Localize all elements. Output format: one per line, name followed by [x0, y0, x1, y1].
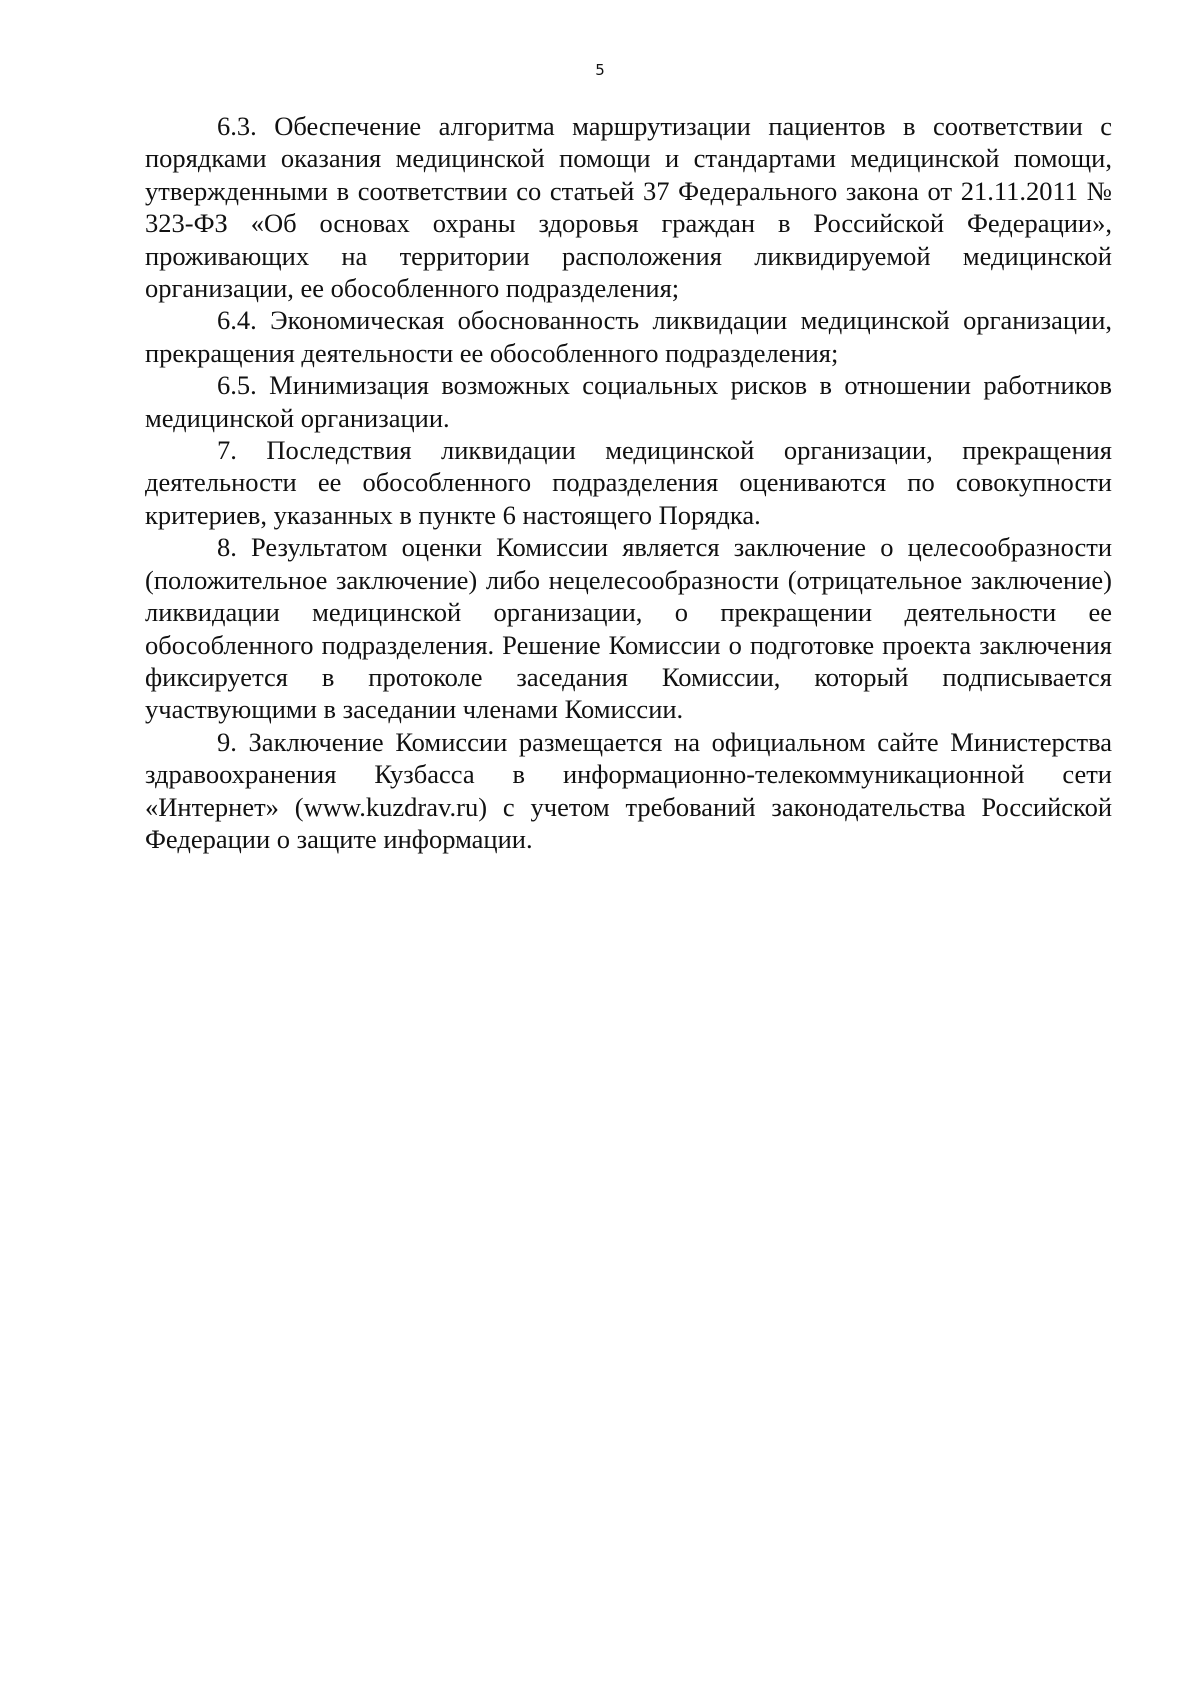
page-number: 5 [595, 61, 605, 79]
document-body [145, 110, 1112, 855]
paragraph-9: 9. Заключение Комиссии размещается на официальном сайте Министерства здравоохранения Кузбасса в информационно-телекоммуникационной сети «Интернет» (www.kuzdrav.ru) с учетом требований законодательства Российской Федерации о защите информации. [145, 726, 1112, 854]
paragraph-6-3: 6.3. Обеспечение алгоритма маршрутизации пациентов в соответствии с порядками оказания медицинской помощи и стандартами медицинской помощи, утвержденными в соответствии со статьей 37 Федерального закона от 21.11.2011 № 323-ФЗ «Об основах охраны здоровья граждан в Российской Федерации», проживающих на территории расположения ликвидируемой медицинской организации, ее обособленного подразделения; [145, 111, 1112, 304]
paragraph-6-4: 6.4. Экономическая обоснованность ликвидации медицинской организации, прекращения деятельности ее обособленного подразделения; [145, 305, 1112, 368]
paragraph-8: 8. Результатом оценки Комиссии является заключение о целесообразности (положительное заключение) либо нецелесообразности (отрицательное заключение) ликвидации медицинской организации, о прекращении деятельности ее обособленного подразделения. Решение Комиссии о подготовке проекта заключения фиксируется в протоколе заседания Комиссии, который подписывается участвующими в заседании членами Комиссии. [145, 532, 1112, 725]
paragraph-6-5: 6.5. Минимизация возможных социальных рисков в отношении работников медицинской организации. [145, 370, 1112, 433]
paragraph-7: 7. Последствия ликвидации медицинской организации, прекращения деятельности ее обособленного подразделения оцениваются по совокупности критериев, указанных в пункте 6 настоящего Порядка. [145, 435, 1112, 530]
